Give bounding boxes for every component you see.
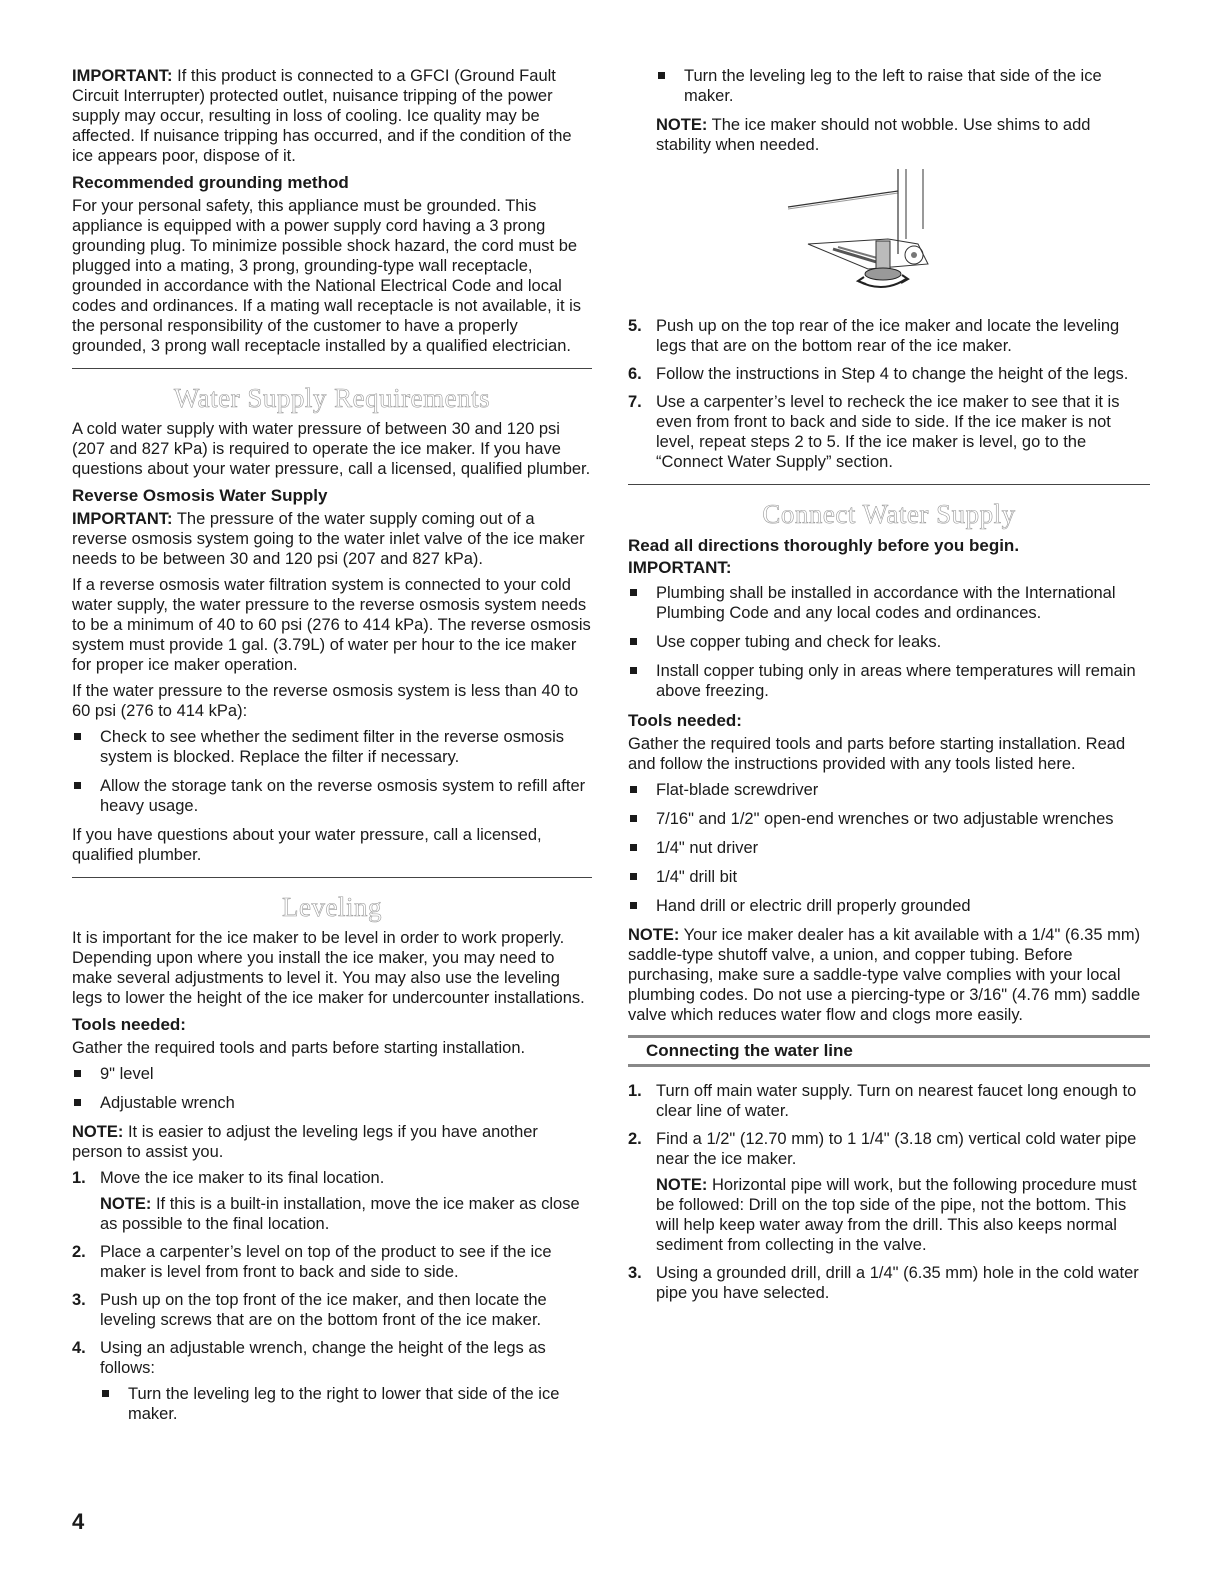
step-item: 7. Use a carpenter’s level to recheck the ice maker to see that it is even from front to back and side to side. If the ice maker is not level, repeat steps 2 to 5. If the ice maker is level, go to the “Connect Water Supply” section. bbox=[628, 393, 1120, 471]
leveling-title: Leveling bbox=[282, 892, 382, 922]
list-item: Flat-blade screwdriver bbox=[628, 780, 1150, 800]
read-all-heading: Read all directions thoroughly before you begin. bbox=[628, 536, 1020, 555]
grounding-paragraph: For your personal safety, this appliance must be grounded. This appliance is equipped with a power supply cord having a 3 prong grounding plug. To minimize possible shock hazard, the cord must be plugged into a mating, 3 prong, grounding-type wall receptacle, grounded in accordance with the National Electrical Code and local codes and ordinances. If a mating wall receptacle is not available, it is the personal responsibility of the customer to have a properly grounded, 3 prong wall receptacle installed by a qualified electrician. bbox=[72, 197, 582, 355]
step-item: 4. Using an adjustable wrench, change the height of the legs as follows: Turn the leveling leg to the right to lower that side of the ice maker. bbox=[72, 1338, 592, 1424]
important-bullets bbox=[628, 583, 1150, 701]
ro-paragraph-3: If the water pressure to the reverse osmosis system is less than 40 to 60 psi (276 to 414 kPa): bbox=[72, 682, 579, 720]
step-item: 1. Move the ice maker to its final location. NOTE: If this is a built-in installation, move the ice maker as close as possible to the final location. bbox=[72, 1168, 592, 1234]
list-item: 1/4" drill bit bbox=[628, 867, 1150, 887]
step4-bullets-continued bbox=[628, 66, 1150, 106]
step-item: 6. Follow the instructions in Step 4 to change the height of the legs. bbox=[628, 365, 1129, 383]
ro-paragraph-4: If you have questions about your water pressure, call a licensed, qualified plumber. bbox=[72, 826, 542, 864]
leveling-note: NOTE: It is easier to adjust the leveling legs if you have another person to assist you. bbox=[72, 1123, 538, 1161]
list-item: Turn the leveling leg to the right to lower that side of the ice maker. bbox=[100, 1384, 592, 1424]
step-item: 3. Using a grounded drill, drill a 1/4" (6.35 mm) hole in the cold water pipe you have selected. bbox=[628, 1264, 1139, 1302]
leveling-paragraph: It is important for the ice maker to be level in order to work properly. Depending upon where you install the ice maker, you may need to make several adjustments to level it. You may also use the leveling legs to lower the height of the ice maker for undercounter installations. bbox=[72, 929, 585, 1007]
important-heading: IMPORTANT: bbox=[628, 558, 732, 577]
list-item: 1/4" nut driver bbox=[628, 838, 1150, 858]
leveling-section bbox=[72, 877, 592, 1424]
water-line-heading: Connecting the water line bbox=[628, 1035, 1150, 1067]
list-item: Turn the leveling leg to the left to raise that side of the ice maker. bbox=[656, 66, 1150, 106]
ro-important-paragraph: IMPORTANT: The pressure of the water supply coming out of a reverse osmosis system going to the water inlet valve of the ice maker needs to be between 30 and 120 psi (207 and 827 kPa). bbox=[72, 510, 585, 568]
list-item: Check to see whether the sediment filter in the reverse osmosis system is blocked. Replace the filter if necessary. bbox=[72, 727, 592, 767]
step4-bullets bbox=[100, 1384, 592, 1424]
leveling-steps bbox=[72, 1168, 592, 1424]
leveling-leg-illustration bbox=[778, 169, 948, 299]
step-item: 5. Push up on the top rear of the ice maker and locate the leveling legs that are on the bottom rear of the ice maker. bbox=[628, 317, 1120, 355]
page-number: 4 bbox=[72, 1509, 85, 1534]
water-line-steps bbox=[628, 1081, 1150, 1303]
tools-list bbox=[72, 1064, 592, 1113]
list-item: 9" level bbox=[72, 1064, 592, 1084]
connect-water-title: Connect Water Supply bbox=[762, 499, 1016, 529]
right-column bbox=[628, 66, 1150, 1311]
step-item: 1. Turn off main water supply. Turn on nearest faucet long enough to clear line of water. bbox=[628, 1082, 1137, 1120]
list-item: 7/16" and 1/2" open-end wrenches or two adjustable wrenches bbox=[628, 809, 1150, 829]
tools-paragraph: Gather the required tools and parts before starting installation. bbox=[72, 1039, 526, 1057]
step-item: 2. Place a carpenter’s level on top of the product to see if the ice maker is level from front to back and side to side. bbox=[72, 1243, 552, 1281]
step-note: NOTE: Horizontal pipe will work, but the following procedure must be followed: Drill on the top side of the pipe, not the bottom. This will help keep water away from the drill. This also keeps normal sediment from collecting in the valve. bbox=[656, 1176, 1137, 1254]
leveling-steps-continued bbox=[628, 316, 1150, 472]
grounding-heading: Recommended grounding method bbox=[72, 173, 349, 192]
tools-list bbox=[628, 780, 1150, 916]
tools-paragraph: Gather the required tools and parts before starting installation. Read and follow the instructions provided with any tools listed here. bbox=[628, 735, 1126, 773]
step-note: NOTE: If this is a built-in installation, move the ice maker as close as possible to the final location. bbox=[100, 1195, 580, 1233]
water-supply-section bbox=[72, 368, 592, 865]
water-supply-paragraph: A cold water supply with water pressure of between 30 and 120 psi (207 and 827 kPa) is required to operate the ice maker. If you have questions about your water pressure, call a licensed, qualified plumber. bbox=[72, 420, 591, 478]
gfci-important-paragraph: IMPORTANT: If this product is connected to a GFCI (Ground Fault Circuit Interrupter) protected outlet, nuisance tripping of the power supply may occur, resulting in loss of cooling. Ice quality may be affected. If nuisance tripping has occurred, and if the condition of the ice appears poor, dispose of it. bbox=[72, 67, 572, 165]
kit-note: NOTE: Your ice maker dealer has a kit available with a 1/4" (6.35 mm) saddle-type shutoff valve, a union, and copper tubing. Before purchasing, make sure a saddle-type valve complies with your local plumbing codes. Do not use a piercing-type or 3/16" (4.76 mm) saddle valve which reduces water flow and clogs more easily. bbox=[628, 926, 1141, 1024]
wobble-note: NOTE: The ice maker should not wobble. Use shims to add stability when needed. bbox=[656, 116, 1091, 154]
ro-bullet-list bbox=[72, 727, 592, 816]
list-item: Use copper tubing and check for leaks. bbox=[628, 632, 1150, 652]
tools-needed-heading: Tools needed: bbox=[628, 711, 742, 730]
list-item: Install copper tubing only in areas where temperatures will remain above freezing. bbox=[628, 661, 1150, 701]
list-item: Adjustable wrench bbox=[72, 1093, 592, 1113]
step-item: 2. Find a 1/2" (12.70 mm) to 1 1/4" (3.18 cm) vertical cold water pipe near the ice maker. NOTE: Horizontal pipe will work, but the following procedure must be followed: Drill on the top side of the pipe, not the bottom. This will help keep water away from the drill. This also keeps normal sediment from collecting in the valve. bbox=[628, 1129, 1150, 1255]
connect-water-section bbox=[628, 484, 1150, 1303]
left-column bbox=[72, 66, 592, 1433]
reverse-osmosis-heading: Reverse Osmosis Water Supply bbox=[72, 486, 328, 505]
list-item: Allow the storage tank on the reverse osmosis system to refill after heavy usage. bbox=[72, 776, 592, 816]
list-item: Hand drill or electric drill properly grounded bbox=[628, 896, 1150, 916]
list-item: Plumbing shall be installed in accordance with the International Plumbing Code and any local codes and ordinances. bbox=[628, 583, 1150, 623]
step-item: 3. Push up on the top front of the ice maker, and then locate the leveling screws that are on the bottom front of the ice maker. bbox=[72, 1291, 547, 1329]
tools-needed-heading: Tools needed: bbox=[72, 1015, 186, 1034]
water-supply-title: Water Supply Requirements bbox=[173, 383, 491, 413]
ro-paragraph-2: If a reverse osmosis water filtration system is connected to your cold water supply, the water pressure to the reverse osmosis system needs to be a minimum of 40 to 60 psi (276 to 414 kPa). The reverse osmosis system must provide 1 gal. (3.79L) of water per hour to the ice maker for proper ice maker operation. bbox=[72, 576, 591, 674]
